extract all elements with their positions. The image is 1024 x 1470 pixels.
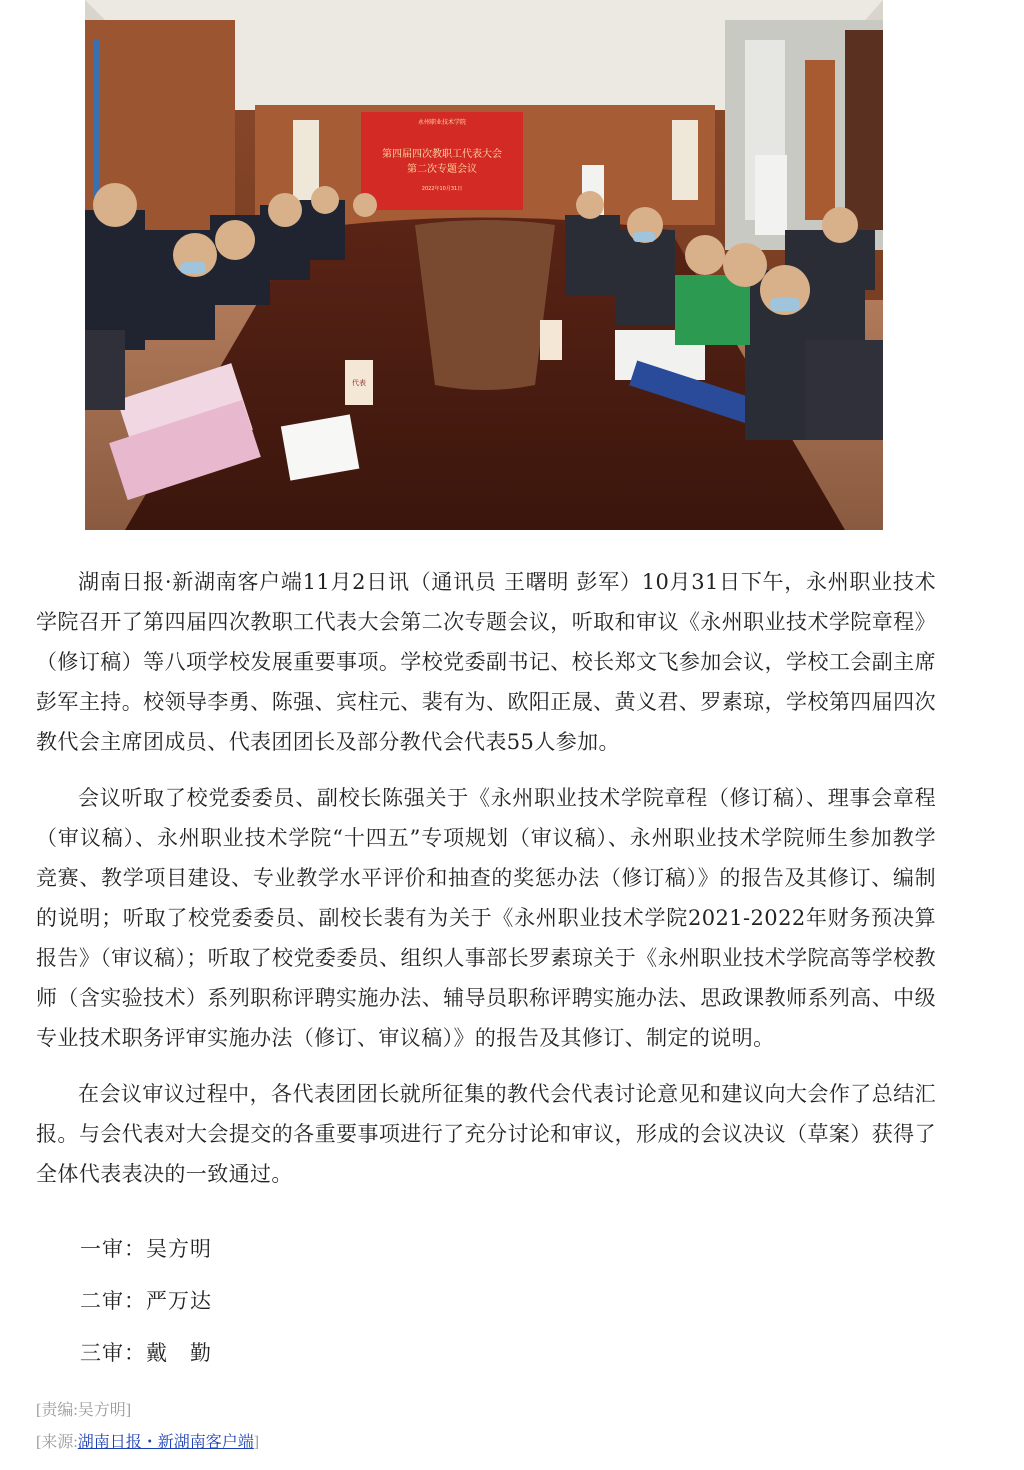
banner-title-line2: 第二次专题会议	[407, 164, 477, 175]
banner-date: 2022年10月31日	[421, 186, 463, 192]
article-body	[36, 562, 936, 1210]
source-link[interactable]: 湖南日报・新湖南客户端	[77, 1434, 254, 1451]
reviewer-list	[80, 1236, 212, 1392]
third-reviewer: 三审：戴 勤	[80, 1341, 212, 1365]
responsible-editor: [责编:吴方明]	[36, 1402, 132, 1419]
first-reviewer: 一审：吴方明	[80, 1237, 212, 1261]
meeting-banner	[361, 112, 523, 210]
article-paragraph: 湖南日报·新湖南客户端11月2日讯（通讯员 王曙明 彭军）10月31日下午，永州职业技术学院召开了第四届四次教职工代表大会第二次专题会议，听取和审议《永州职业技术学院章程》（修订稿）等八项学校发展重要事项。学校党委副书记、校长郑文飞参加会议，学校工会副主席彭军主持。校领导李勇、陈强、宾柱元、裴有为、欧阳正晟、黄义君、罗素琼，学校第四届四次教代会主席团成员、代表团团长及部分教代会代表55人参加。	[36, 570, 936, 754]
source-prefix: [来源:	[36, 1434, 78, 1451]
source-line	[36, 1429, 259, 1452]
second-reviewer: 二审：严万达	[80, 1289, 212, 1313]
meeting-photo	[85, 0, 883, 530]
article-paragraph: 在会议审议过程中，各代表团团长就所征集的教代会代表讨论意见和建议向大会作了总结汇报。与会代表对大会提交的各重要事项进行了充分讨论和审议，形成的会议决议（草案）获得了全体代表表决的一致通过。	[36, 1082, 936, 1186]
svg-text:代表: 代表	[352, 379, 366, 387]
banner-top-text: 永州职业技术学院	[417, 119, 467, 126]
article-paragraph: 会议听取了校党委委员、副校长陈强关于《永州职业技术学院章程（修订稿）、理事会章程（审议稿）、永州职业技术学院“十四五”专项规划（审议稿）、永州职业技术学院师生参加教学竞赛、教学项目建设、专业教学水平评价和抽查的奖惩办法（修订稿）》的报告及其修订、编制的说明；听取了校党委委员、副校长裴有为关于《永州职业技术学院2021-2022年财务预决算报告》（审议稿）；听取了校党委委员、组织人事部长罗素琼关于《永州职业技术学院高等学校教师（含实验技术）系列职称评聘实施办法、辅导员职称评聘实施办法、思政课教师系列高、中级专业技术职务评审实施办法（修订、审议稿）》的报告及其修订、制定的说明。	[36, 786, 936, 1050]
banner-title-line1: 第四届四次教职工代表大会	[382, 149, 502, 160]
source-suffix: ]	[253, 1434, 260, 1451]
